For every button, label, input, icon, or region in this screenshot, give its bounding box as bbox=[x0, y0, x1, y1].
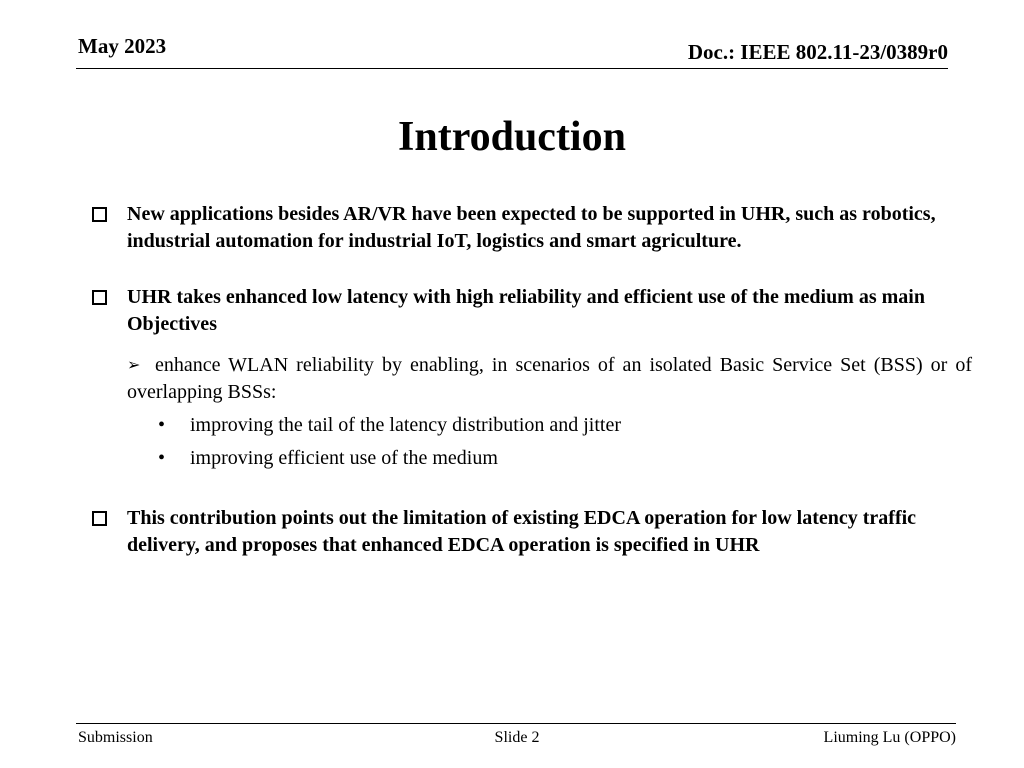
header-divider bbox=[76, 68, 948, 69]
bullet-item bbox=[92, 505, 972, 559]
square-bullet-icon bbox=[92, 207, 107, 222]
list-item-text: improving the tail of the latency distribution and jitter bbox=[190, 414, 622, 436]
dot-bullet-icon: • bbox=[158, 414, 166, 436]
sub-bullet-item bbox=[92, 352, 972, 406]
header-doc-id: Doc.: IEEE 802.11-23/0389r0 bbox=[687, 40, 948, 64]
square-bullet-icon bbox=[92, 511, 107, 526]
bullet-text: New applications besides AR/VR have been expected to be supported in UHR, such as robotics, industrial automation for industrial IoT, logistics and smart agriculture. bbox=[127, 203, 936, 252]
slide-title: Introduction bbox=[398, 114, 626, 160]
list-item bbox=[92, 412, 972, 439]
bullet-text: This contribution points out the limitation of existing EDCA operation for low latency traffic delivery, and proposes that enhanced EDCA operation is specified in UHR bbox=[127, 507, 917, 556]
footer-divider bbox=[76, 723, 956, 724]
arrow-bullet-icon: ➢ bbox=[127, 357, 141, 374]
list-item bbox=[92, 445, 972, 472]
footer-submission: Submission bbox=[78, 729, 153, 746]
sub-bullet-text: enhance WLAN reliability by enabling, in scenarios of an isolated Basic Service Set (BSS) or of overlapping BSSs: bbox=[127, 354, 972, 403]
bullet-item bbox=[92, 201, 972, 255]
list-item-text: improving efficient use of the medium bbox=[190, 447, 498, 469]
bullet-item bbox=[92, 284, 972, 338]
footer-slide-number: Slide 2 bbox=[494, 729, 540, 746]
dot-bullet-icon: • bbox=[158, 447, 166, 469]
footer-author: Liuming Lu (OPPO) bbox=[823, 729, 956, 746]
header-date: May 2023 bbox=[78, 34, 167, 58]
square-bullet-icon bbox=[92, 290, 107, 305]
slide-body bbox=[92, 201, 972, 559]
bullet-text: UHR takes enhanced low latency with high reliability and efficient use of the medium as main Objectives bbox=[127, 286, 925, 335]
